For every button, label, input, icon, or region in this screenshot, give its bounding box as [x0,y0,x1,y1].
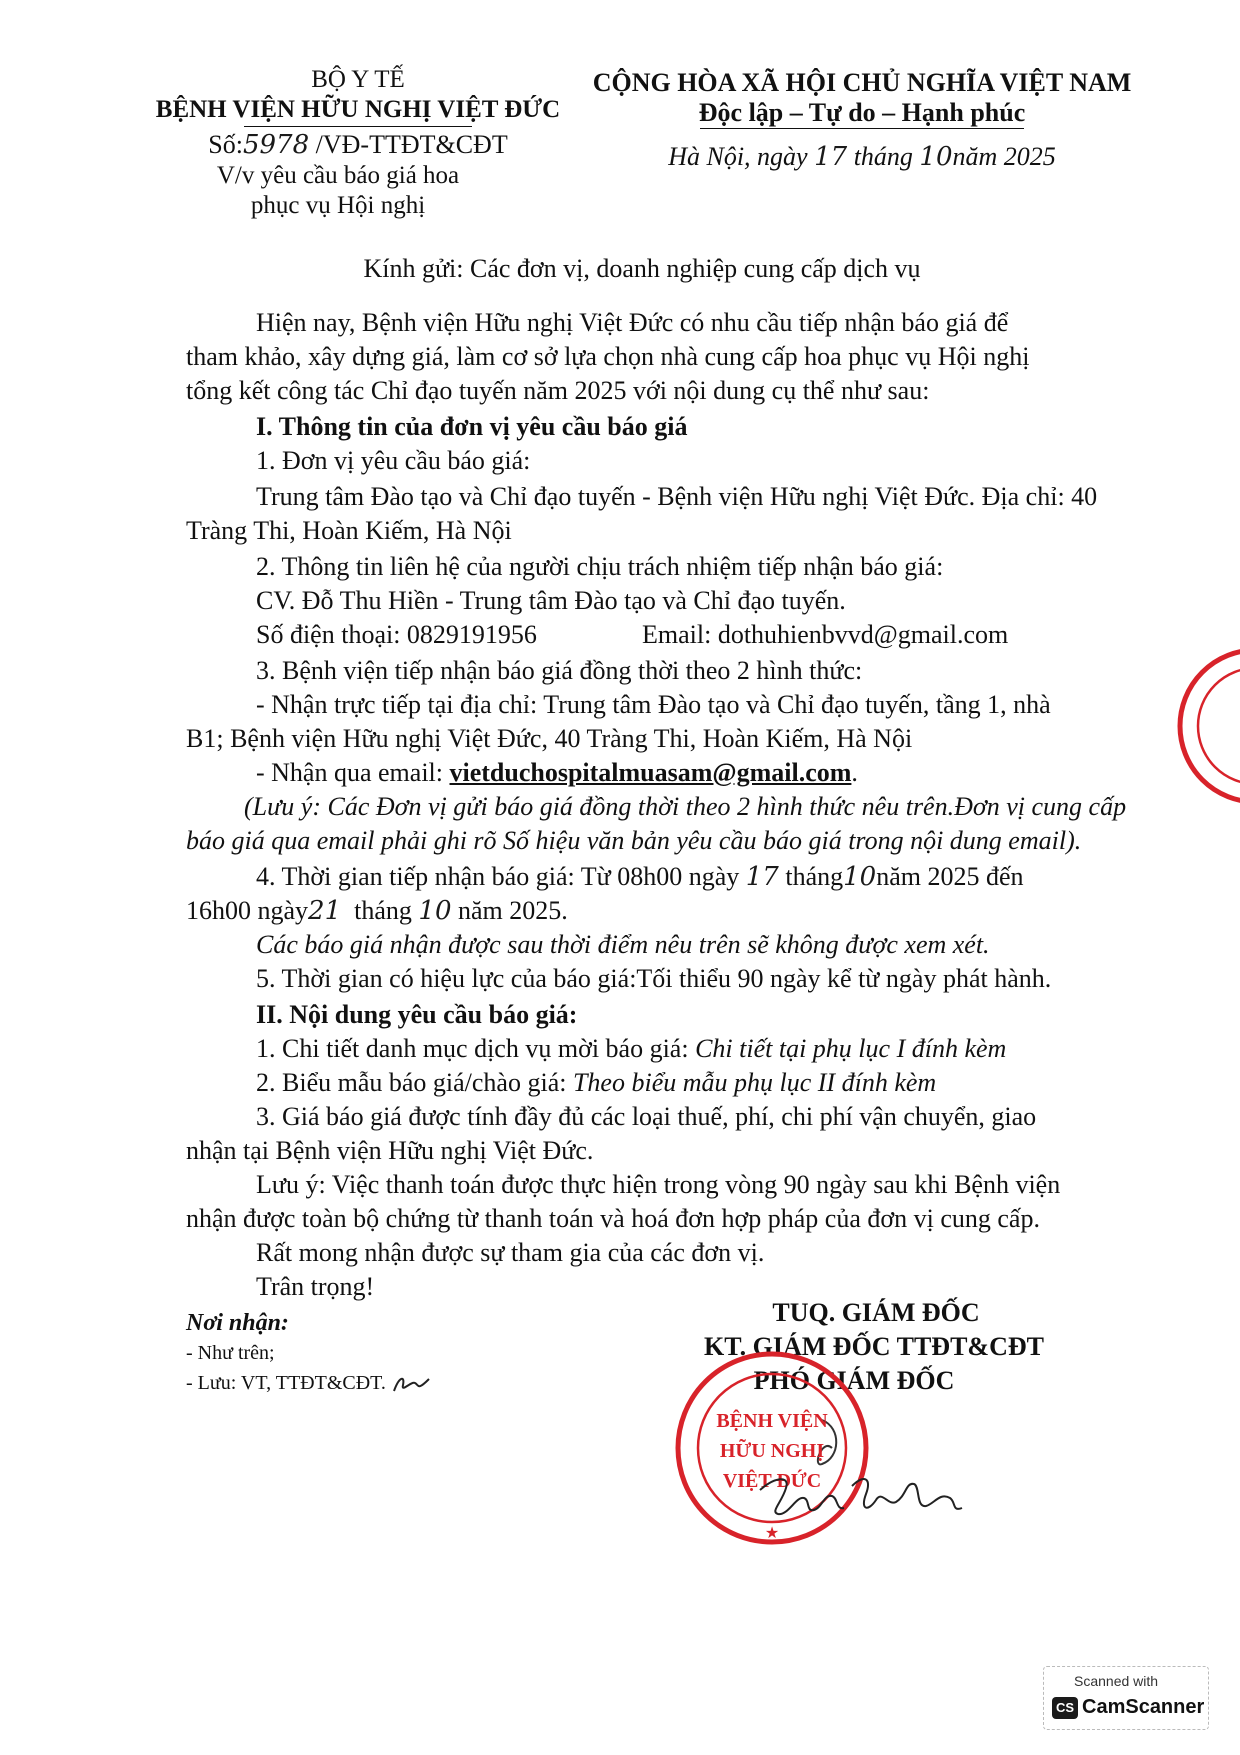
item-4-part-2: tháng [785,862,844,891]
intro-line-3: tổng kết công tác Chỉ đạo tuyến năm 2025 với nội dung cụ thể như sau: [186,376,930,405]
note-line-1: (Lưu ý: Các Đơn vị gửi báo giá đồng thời theo 2 hình thức nêu trên.Đơn vị cung cấp [244,792,1127,821]
recipients-line-2 [186,1372,433,1395]
date-day: 17 [814,142,848,172]
note-line-2: báo giá qua email phải ghi rõ Số hiệu văn bản yêu cầu báo giá trong nội dung email). [186,826,1082,855]
item-4-month-2: 10 [418,896,452,926]
item-4-part-4: 16h00 ngày [186,896,309,925]
section-2-item-1-text: 1. Chi tiết danh mục dịch vụ mời báo giá: [256,1034,696,1063]
contact-person: CV. Đỗ Thu Hiền - Trung tâm Đào tạo và Chỉ đạo tuyến. [256,586,846,615]
country-name: CỘNG HÒA XÃ HỘI CHỦ NGHĨA VIỆT NAM [592,68,1132,97]
camscanner-logo-icon: CS [1052,1697,1078,1719]
item-4-part-6: năm 2025. [458,896,568,925]
section-1-item-2-label: 2. Thông tin liên hệ của người chịu trách nhiệm tiếp nhận báo giá: [256,552,944,581]
camscanner-badge [1043,1666,1209,1730]
item-4-part-5: tháng [354,896,412,925]
initials-scribble-icon [391,1373,433,1395]
section-1-item-1-line-1: Trung tâm Đào tạo và Chỉ đạo tuyến - Bệnh viện Hữu nghị Việt Đức. Địa chỉ: 40 [256,482,1098,511]
signature-line-2: KT. GIÁM ĐỐC TTĐT&CĐT [704,1332,1044,1361]
direct-submission-line-1: - Nhận trực tiếp tại địa chỉ: Trung tâm Đào tạo và Chỉ đạo tuyến, tầng 1, nhà [256,690,1051,719]
email-submission-suffix: . [851,758,858,787]
recipients-line-2-text: - Lưu: VT, TTĐT&CĐT. [186,1372,386,1394]
section-2-item-1 [256,1034,1006,1064]
signature-line-3: PHÓ GIÁM ĐỐC [753,1366,955,1395]
stamp-line-3: VIỆT ĐỨC [722,1470,822,1492]
section-1-item-4-line-1 [256,862,1024,892]
intro-line-1: Hiện nay, Bệnh viện Hữu nghị Việt Đức có nhu cầu tiếp nhận báo giá để [256,308,1009,337]
recipient-line: Kính gửi: Các đơn vị, doanh nghiệp cung cấp dịch vụ [363,254,921,283]
item-4-part-3: năm 2025 đến [876,862,1024,891]
number-suffix: /VĐ-TTĐT&CĐT [315,130,508,159]
subject-line-2: phục vụ Hội nghị [250,192,426,219]
direct-submission-line-2: B1; Bệnh viện Hữu nghị Việt Đức, 40 Tràng Thi, Hoàn Kiếm, Hà Nội [186,724,913,753]
number-prefix: Số: [208,130,243,159]
scanned-with-label: Scanned with [1074,1673,1159,1689]
stamp-line-2: HỮU NGHỊ [719,1440,825,1462]
intro-line-2: tham khảo, xây dựng giá, làm cơ sở lựa chọn nhà cung cấp hoa phục vụ Hội nghị [186,342,1030,371]
section-1-item-1-label: 1. Đơn vị yêu cầu báo giá: [256,446,531,475]
submission-email-link[interactable]: vietduchospitalmuasam@gmail.com [449,758,852,787]
contact-email: Email: dothuhienbvvd@gmail.com [642,620,1009,649]
item-4-month-1: 10 [843,862,877,892]
section-2-item-3-line-2: nhận tại Bệnh viện Hữu nghị Việt Đức. [186,1136,594,1165]
stamp-line-1: BỆNH VIỆN [716,1410,828,1432]
email-submission [256,758,858,788]
item-4-day-2: 21 [308,896,342,926]
section-1-item-5: 5. Thời gian có hiệu lực của báo giá:Tối thiểu 90 ngày kể từ ngày phát hành. [256,964,1052,993]
contact-phone: Số điện thoại: 0829191956 [256,620,537,649]
item-4-day-1: 17 [745,862,779,892]
camscanner-brand: CamScanner [1082,1696,1205,1718]
section-2-item-1-italic: Chi tiết tại phụ lục I đính kèm [695,1034,1007,1063]
document-number [208,130,507,160]
section-2-heading: II. Nội dung yêu cầu báo giá: [256,1000,578,1029]
closing-line-2: Trân trọng! [256,1272,375,1301]
date-part-1: Hà Nội, ngày [668,142,808,171]
closing-line-1: Rất mong nhận được sự tham gia của các đơn vị. [256,1238,765,1267]
recipients-title: Nơi nhận: [186,1310,289,1336]
handwritten-signature-icon [756,1468,966,1524]
national-motto: Độc lập – Tự do – Hạnh phúc [698,98,1026,127]
payment-note-line-2: nhận được toàn bộ chứng từ thanh toán và hoá đơn hợp pháp của đơn vị cung cấp. [186,1204,1040,1233]
recipients-line-1: - Như trên; [186,1342,275,1364]
section-1-item-1-line-2: Tràng Thi, Hoàn Kiếm, Hà Nội [186,516,512,545]
section-2-item-2 [256,1068,936,1098]
email-submission-prefix: - Nhận qua email: [256,758,450,787]
section-2-item-2-italic: Theo biểu mẫu phụ lục II đính kèm [572,1068,937,1097]
date-part-3: năm 2025 [952,142,1056,171]
hospital-underline [244,126,472,127]
hospital-name: BỆNH VIỆN HỮU NGHỊ VIỆT ĐỨC [155,96,561,123]
subject-line-1: V/v yêu cầu báo giá hoa [216,162,460,189]
page-edge-stamp-icon [1164,646,1240,806]
issue-date [668,142,1056,172]
date-part-2: tháng [853,142,913,171]
payment-note-line-1: Lưu ý: Việc thanh toán được thực hiện trong vòng 90 ngày sau khi Bệnh viện [256,1170,1061,1199]
svg-text:★: ★ [764,1523,780,1542]
motto-underline [700,128,1024,129]
section-2-item-3-line-1: 3. Giá báo giá được tính đầy đủ các loại thuế, phí, chi phí vận chuyển, giao [256,1102,1037,1131]
item-4-note: Các báo giá nhận được sau thời điểm nêu trên sẽ không được xem xét. [256,930,990,959]
number-handwritten: 5978 [242,130,310,160]
signature-line-1: TUQ. GIÁM ĐỐC [772,1298,980,1327]
date-month: 10 [919,142,953,172]
section-1-item-3-label: 3. Bệnh viện tiếp nhận báo giá đồng thời theo 2 hình thức: [256,656,863,685]
section-1-item-4-line-2 [186,896,568,926]
item-4-part-1: 4. Thời gian tiếp nhận báo giá: Từ 08h00 ngày [256,862,740,891]
ministry-name: BỘ Y TẾ [311,66,405,93]
section-1-heading: I. Thông tin của đơn vị yêu cầu báo giá [256,412,688,441]
section-2-item-2-text: 2. Biểu mẫu báo giá/chào giá: [256,1068,573,1097]
